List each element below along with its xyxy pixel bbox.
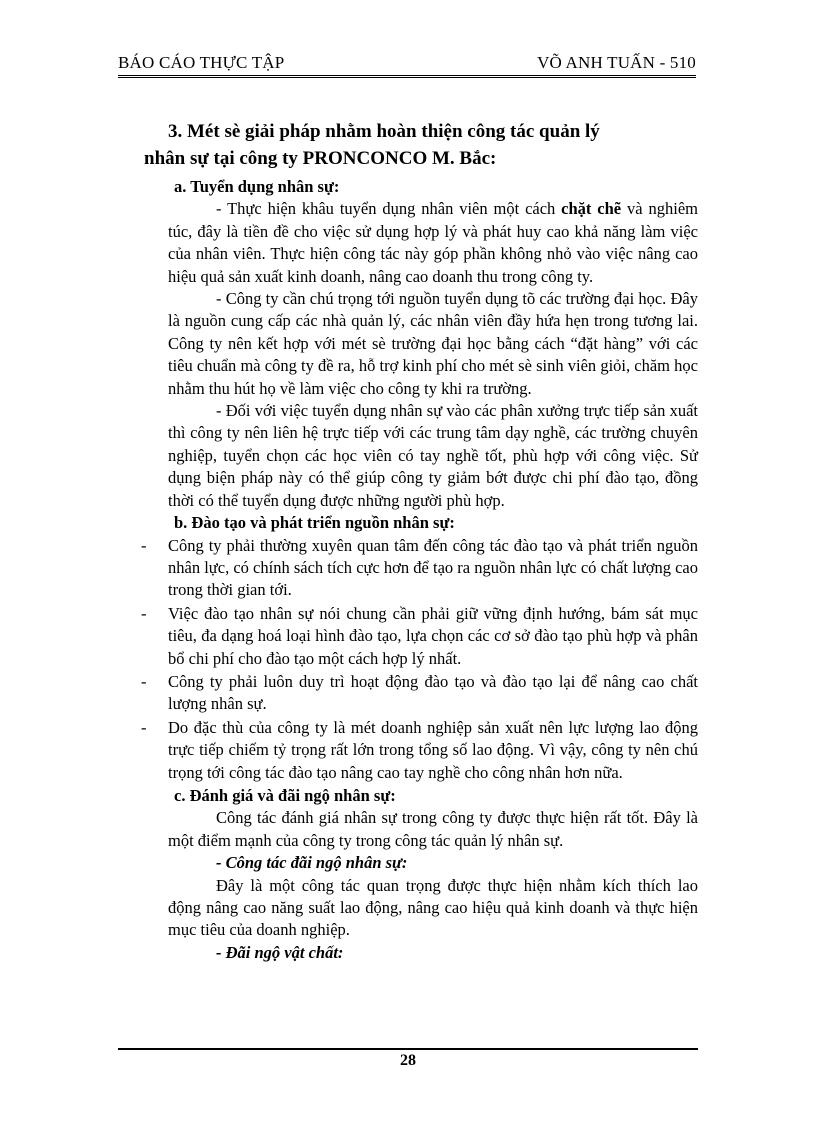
paragraph-text: - Thực hiện khâu tuyển dụng nhân viên một cách — [216, 199, 562, 219]
subsection-c-subheading-1: - Công tác đãi ngộ nhân sự: — [216, 853, 408, 873]
page-content — [141, 118, 698, 964]
subsection-a-paragraph-3: - Đối với việc tuyển dụng nhân sự vào các phân xưởng trực tiếp sản xuất thì công ty nên liên hệ trực tiếp với các trung tâm dạy nghề, các trường chuyên nghiệp, tuyển chọn các học viên có tay nghề tốt, phù hợp với công việc. Sử dụng biện pháp này có thể giúp công ty giảm bớt được chi phí đào tạo, đồng thời có thể tuyển dụng được những người phù hợp. — [168, 401, 698, 510]
list-item-text: Việc đào tạo nhân sự nói chung cần phải giữ vững định hướng, bám sát mục tiêu, đa dạng hoá loại hình đào tạo, lựa chọn các cơ sở đào tạo phù hợp và phân bổ chi phí cho đào tạo một cách hợp lý nhất. — [168, 603, 698, 668]
list-item — [141, 535, 698, 602]
list-item — [141, 603, 698, 670]
section-title-line-2: nhân sự tại công ty PRONCONCO M. Bắc: — [144, 148, 497, 169]
subsection-c-subheading-2: - Đãi ngộ vật chất: — [216, 942, 344, 962]
bullet-dash: - — [141, 717, 147, 737]
subsection-a-paragraph-2: - Công ty cần chú trọng tới nguồn tuyển dụng tõ các trường đại học. Đây là nguồn cung cấp các nhà quản lý, các nhân viên đầy hứa hẹn trong tương lai. Công ty nên kết hợp với mét sè trường đại học bằng cách “đặt hàng” với các tiêu chuẩn mà công ty đề ra, hỗ trợ kinh phí cho mét sè sinh viên giỏi, chăm học nhằm thu hút họ về làm việc cho công ty khi ra trường. — [168, 289, 698, 398]
subsection-a-heading: a. Tuyển dụng nhân sự: — [174, 177, 340, 196]
subsection-b-heading: b. Đào tạo và phát triển nguồn nhân sự: — [174, 513, 455, 533]
header-author: VÕ ANH TUẤN - 510 — [537, 53, 696, 72]
bullet-dash: - — [141, 671, 147, 691]
emphasis-text: chặt chẽ — [561, 199, 622, 219]
list-item — [141, 717, 698, 784]
header-report-title: BÁO CÁO THỰC TẬP — [118, 53, 285, 72]
subsection-c-heading: c. Đánh giá và đãi ngộ nhân sự: — [174, 785, 396, 805]
list-item — [141, 671, 698, 716]
bullet-dash: - — [141, 535, 147, 555]
subsection-c-paragraph-2: Đây là một công tác quan trọng được thực hiện nhằm kích thích lao động nâng cao năng suất lao động, nâng cao hiệu quả kinh doanh và thực hiện mục tiêu của doanh nghiệp. — [168, 875, 698, 940]
header-rule — [118, 75, 696, 78]
section-title-line-1: 3. Mét sè giải pháp nhằm hoàn thiện công tác quản lý — [168, 121, 600, 142]
page-number: 28 — [400, 1052, 416, 1069]
section-title — [144, 118, 698, 172]
list-item-text: Công ty phải thường xuyên quan tâm đến công tác đào tạo và phát triển nguồn nhân lực, có chính sách tích cực hơn để tạo ra nguồn nhân lực có chất lượng cao trong thời gian tới. — [168, 535, 698, 600]
page-header — [118, 48, 696, 78]
footer-rule — [118, 1048, 698, 1050]
list-item-text: Công ty phải luôn duy trì hoạt động đào tạo và đào tạo lại để nâng cao chất lượng nhân sự. — [168, 671, 698, 714]
subsection-a-paragraph-1 — [168, 198, 698, 288]
subsection-c-paragraph-1: Công tác đánh giá nhân sự trong công ty được thực hiện rất tốt. Đây là một điểm mạnh của công ty trong công tác quản lý nhân sự. — [168, 808, 698, 850]
subsection-b-list — [141, 535, 698, 784]
list-item-text: Do đặc thù của công ty là mét doanh nghiệp sản xuất nên lực lượng lao động trực tiếp chiếm tỷ trọng rất lớn trong tổng số lao động. Vì vậy, công ty nên chú trọng tới công tác đào tạo nâng cao tay nghề cho công nhân hơn nữa. — [168, 717, 698, 782]
paragraph-text: và nghiêm túc, đây là tiền đề cho việc sử dụng hợp lý và phát huy cao khả năng làm việc của nhân viên. Thực hiện công tác này góp phần không nhỏ vào việc nâng cao hiệu quả sản xuất kinh doanh, nâng cao doanh thu trong công ty. — [168, 199, 698, 286]
bullet-dash: - — [141, 603, 147, 623]
